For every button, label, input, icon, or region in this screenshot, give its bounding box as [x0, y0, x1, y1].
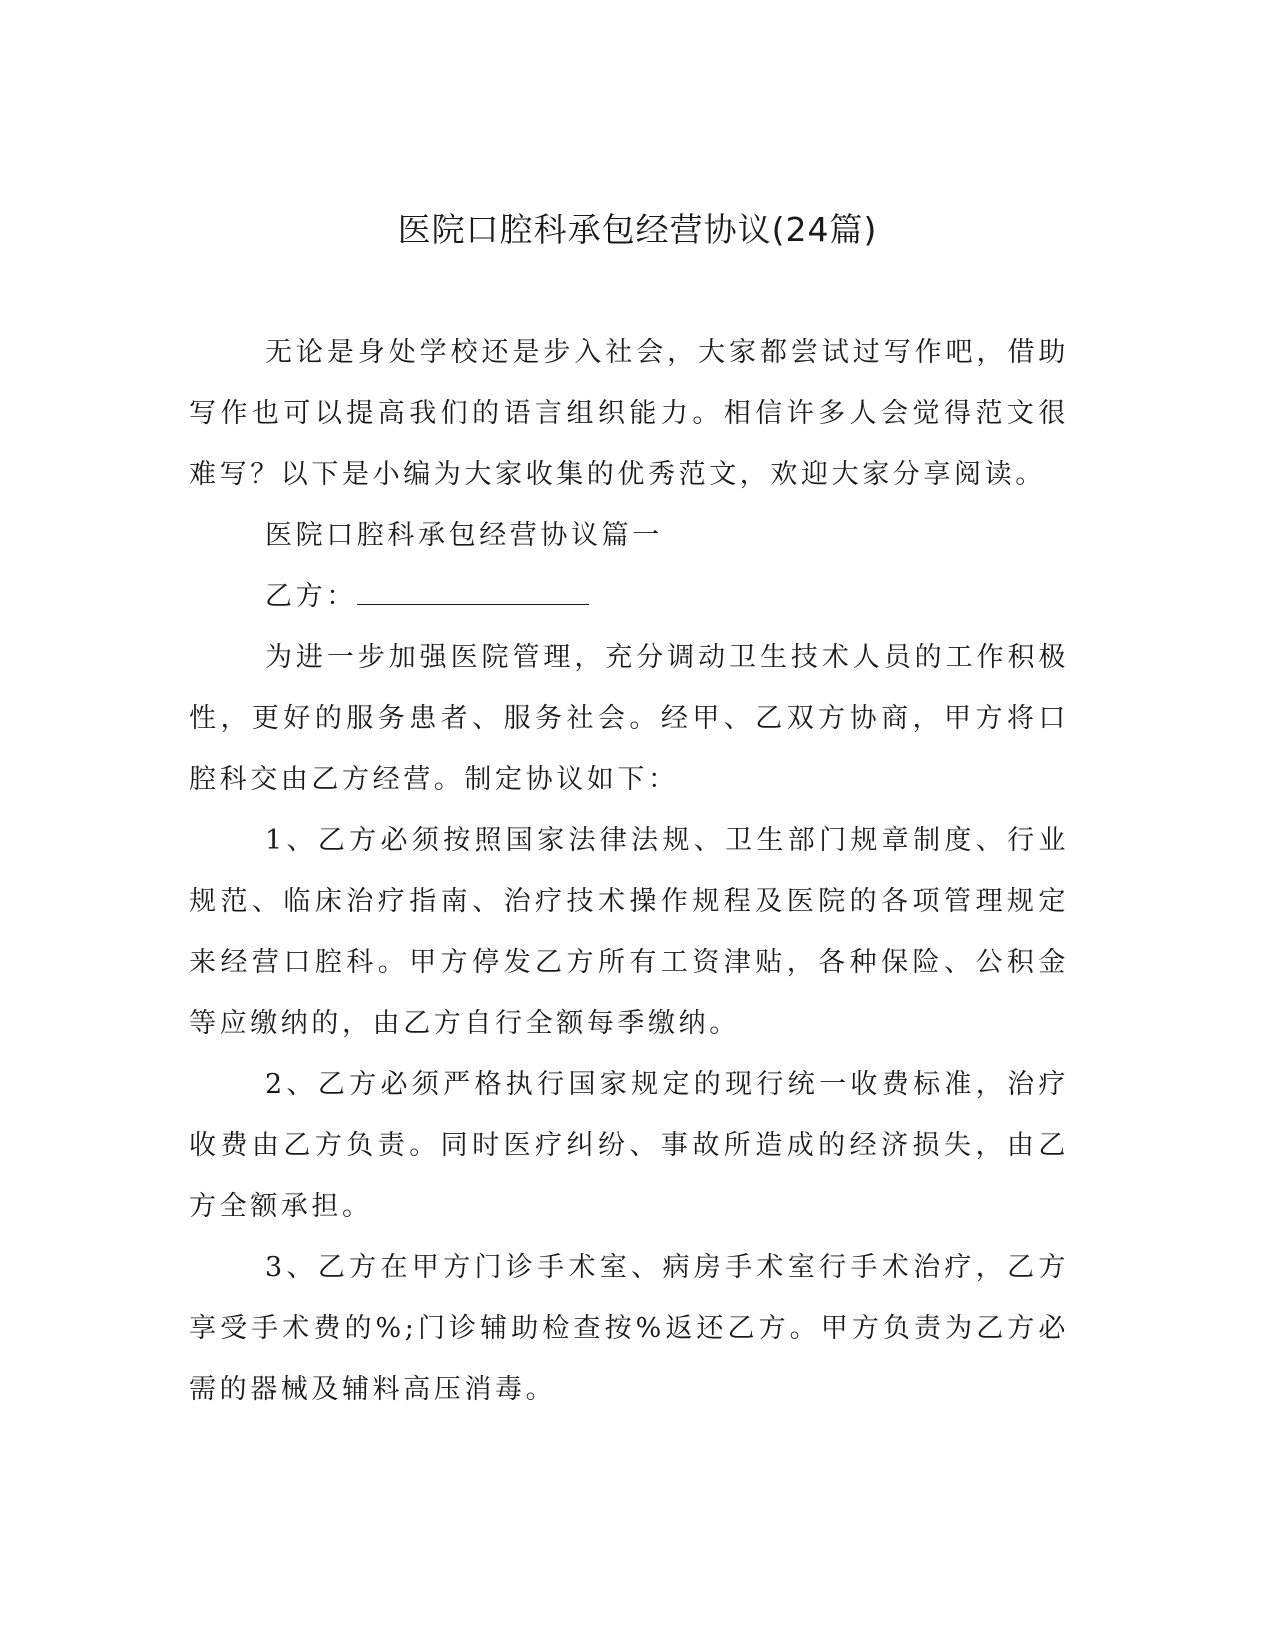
clause-3: 3、乙方在甲方门诊手术室、病房手术室行手术治疗，乙方享受手术费的%;门诊辅助检查按%返还乙方。甲方负责为乙方必需的器械及辅料高压消毒。	[189, 1252, 1069, 1405]
party-b-blank-line	[357, 582, 589, 605]
preamble-paragraph: 为进一步加强医院管理，充分调动卫生技术人员的工作积极性，更好的服务患者、服务社会。经甲、乙双方协商，甲方将口腔科交由乙方经营。制定协议如下：	[189, 642, 1069, 795]
party-b-label: 乙方：	[265, 581, 357, 612]
section-heading: 医院口腔科承包经营协议篇一	[265, 520, 663, 551]
clause-1: 1、乙方必须按照国家法律法规、卫生部门规章制度、行业规范、临床治疗指南、治疗技术操作规程及医院的各项管理规定来经营口腔科。甲方停发乙方所有工资津贴，各种保险、公积金等应缴纳的，由乙方自行全额每季缴纳。	[189, 825, 1069, 1039]
clause-2: 2、乙方必须严格执行国家规定的现行统一收费标准，治疗收费由乙方负责。同时医疗纠纷、事故所造成的经济损失，由乙方全额承担。	[189, 1069, 1069, 1222]
document-body	[189, 322, 1069, 1420]
document-title: 医院口腔科承包经营协议(24篇)	[397, 210, 878, 249]
intro-paragraph: 无论是身处学校还是步入社会，大家都尝试过写作吧，借助写作也可以提高我们的语言组织能力。相信许多人会觉得范文很难写？以下是小编为大家收集的优秀范文，欢迎大家分享阅读。	[189, 337, 1069, 490]
party-b-line	[189, 566, 1069, 627]
